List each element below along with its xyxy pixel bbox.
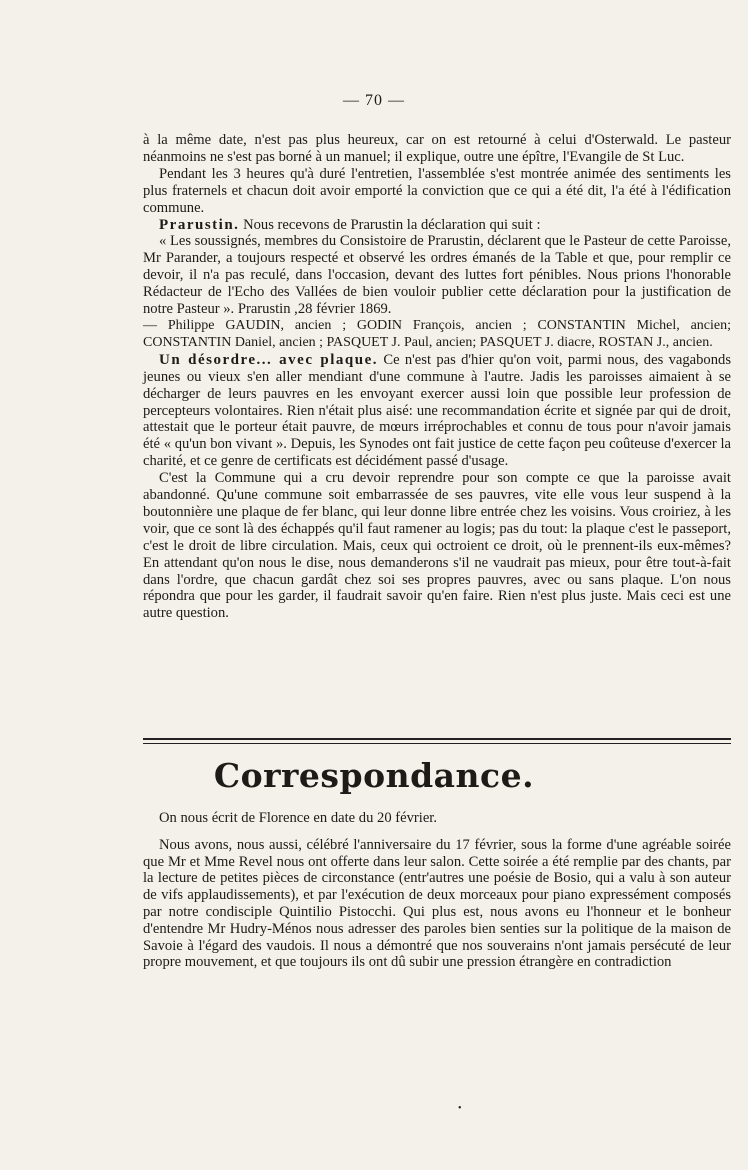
prarustin-paragraph (143, 217, 731, 234)
prarustin-intro: Nous recevons de Prarustin la déclaration qui suit : (239, 216, 541, 233)
correspondance-body: Nous avons, nous aussi, célébré l'anniversaire du 17 février, sous la forme d'une agréable soirée que Mr et Mme Revel nous ont offerte dans leur salon. Cette soirée a été remplie par des chants, par la lecture de petites pièces de circonstance (entr'autres une poésie de Bosio, qui a valu à son auteur de vifs applaudissements), et par l'exécution de deux morceaux pour piano expressément composés par notre condisciple Quintilio Pistocchi. Qui plus est, nous avons eu l'honneur et le bonheur d'entendre Mr Hudry-Ménos nous adresser des paroles bien senties sur la politique de la maison de Savoie à l'égard des vaudois. Il nous a démontré que nos souverains n'ont jamais persécuté de leur propre mouvement, et que toujours ils ont dû subir une pression étrangère en contradiction (143, 836, 731, 971)
section-divider (143, 738, 731, 744)
desordre-heading: Un désordre... avec plaque. (159, 351, 379, 368)
paragraph-2: Pendant les 3 heures qu'à duré l'entretien, l'assemblée s'est montrée animée des sentiments les plus fraternels et chacun doit avoir emporté la conviction que ce qui a été dit, l'a été à l'édification commune. (143, 165, 731, 216)
desordre-paragraph (143, 352, 731, 470)
correspondance-intro: On nous écrit de Florence en date du 20 février. (159, 810, 437, 826)
correspondance-column (143, 810, 731, 971)
article-column (143, 132, 731, 622)
desordre-text: Ce n'est pas d'hier qu'on voit, parmi nous, des vagabonds jeunes ou vieux s'en aller mendiant d'une commune à l'autre. Jadis les paroisses aimaient à se décharger de leurs pauvres en les envoyant exercer aussi loin que possible leur profession de percepteurs volontaires. Rien n'était plus aisé: une recommandation écrite et signée par qui de droit, attestait que le porteur était pauvre, de mœurs irréprochables et connu de tous pour n'avoir jamais été « qu'un bon vivant ». Depuis, les Synodes ont fait justice de cette façon peu coûteuse d'exercer la charité, et ce genre de certificats est décidément passé d'usage. (143, 351, 731, 470)
declaration-paragraph: « Les soussignés, membres du Consistoire de Prarustin, déclarent que le Pasteur de cette Paroisse, Mr Parander, a toujours respecté et observé les ordres émanés de la Table et que, pour remplir ce devoir, il n'a pas reculé, dans l'occasion, devant des luttes fort pénibles. Nous prions l'honorable Rédacteur de l'Echo des Vallées de bien vouloir publier cette déclaration pour la justification de notre Pasteur ». Prarustin ,28 février 1869. (143, 233, 731, 318)
section-title: Correspondance. (213, 756, 535, 795)
ink-dot: • (458, 1103, 462, 1114)
page-number: — 70 — (343, 92, 405, 109)
prarustin-heading: Prarustin. (159, 216, 240, 233)
commune-paragraph: C'est la Commune qui a cru devoir reprendre pour son compte ce que la paroisse avait abandonné. Qu'une commune soit embarrassée de ses pauvres, vite elle vous leur suspend à la boutonnière une plaque de fer blanc, qui leur donne libre entrée chez les voisins. Vous croiriez, à les voir, que ce sont là des échappés qu'il faut ramener au logis; pas du tout: la plaque c'est le passeport, c'est le droit de libre circulation. Mais, ceux qui octroient ce droit, où le prennent-ils eux-mêmes? En attendant qu'on nous le dise, nous demanderons s'il ne vaudrait pas mieux, pour être tout-à-fait dans l'ordre, que chacun gardât chez soi ses propres pauvres, avec ou sans plaque. L'on nous répondra que pour les garder, il faudrait savoir qu'en faire. Rien n'est plus juste. Mais ceci est une autre question. (143, 470, 731, 622)
paragraph-1: à la même date, n'est pas plus heureux, car on est retourné à celui d'Osterwald. Le pasteur néanmoins ne s'est pas borné à un manuel; il explique, outre une épître, l'Evangile de St Luc. (143, 132, 731, 165)
signers-list: — Philippe GAUDIN, ancien ; GODIN François, ancien ; CONSTANTIN Michel, ancien; CONSTANTIN Daniel, ancien ; PASQUET J. Paul, ancien; PASQUET J. diacre, ROSTAN J., ancien. (143, 317, 731, 350)
